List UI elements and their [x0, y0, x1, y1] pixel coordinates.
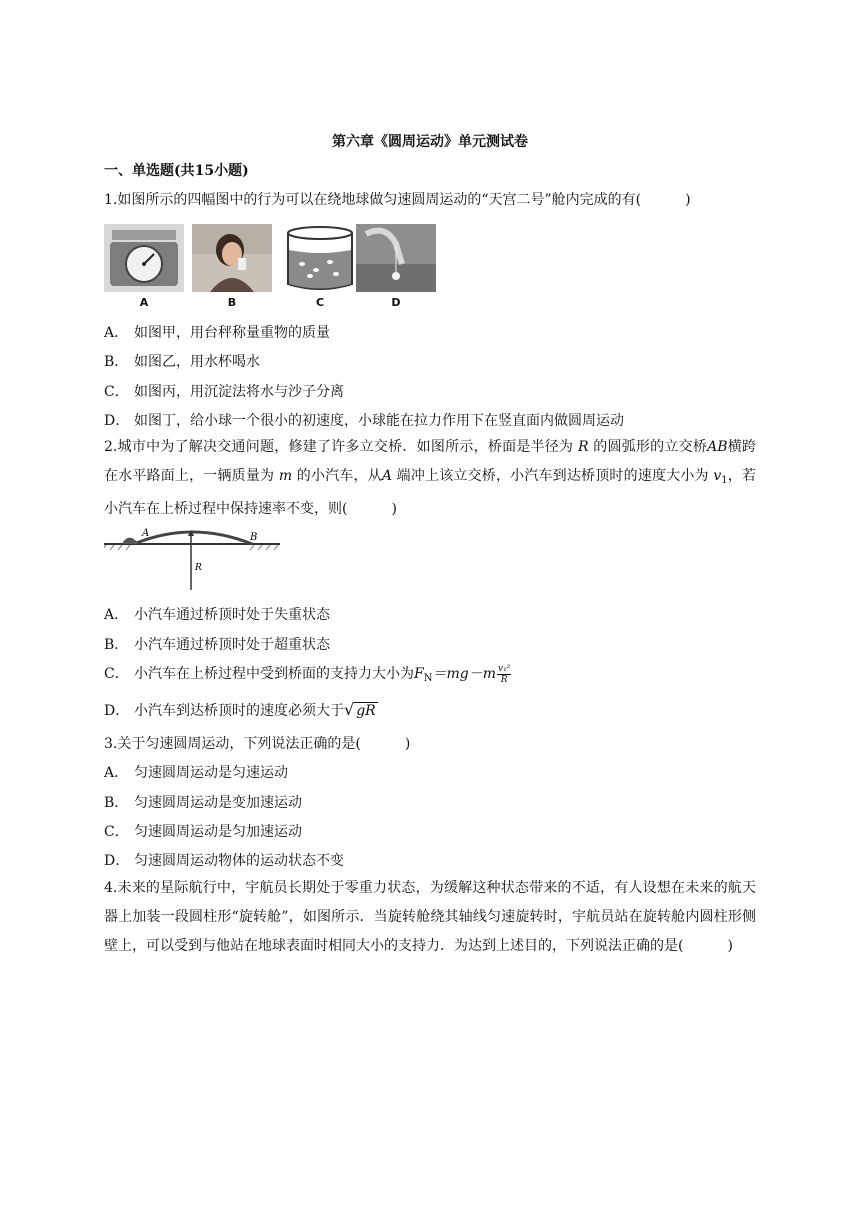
q2-option-d: D． 小汽车到达桥顶时的速度必须大于√ gR — [104, 700, 376, 719]
q2-option-a: A． 小汽车通过桥顶时处于失重状态 — [104, 607, 330, 623]
bridge-label-r: R — [195, 563, 202, 573]
figure-label-b: B — [227, 296, 237, 309]
figure-label-c: C — [315, 296, 325, 309]
velocity-fraction: $\frac{\text{v₁²}}{R}$ — [497, 663, 511, 685]
q2-option-c: C． 小汽车在上桥过程中受到桥面的支持力大小为$F_N=mg-m$ $\frac{\text{v₁²}}{R}$ — [104, 663, 511, 685]
bridge-label-b: B — [250, 532, 258, 543]
question-3-stem: 3.关于匀速圆周运动，下列说法正确的是( ) — [104, 736, 411, 752]
q2-option-b: B． 小汽车通过桥顶时处于超重状态 — [104, 637, 330, 653]
q3-option-d: D． 匀速圆周运动物体的运动状态不变 — [104, 853, 344, 869]
question-1-figures — [104, 224, 444, 314]
figure-scale-image — [104, 224, 184, 292]
q3-option-a: A． 匀速圆周运动是匀速运动 — [104, 765, 288, 781]
bridge-label-a: A — [142, 528, 150, 539]
figure-label-d: D — [391, 296, 401, 309]
question-2-stem: 2.城市中为了解决交通问题，修建了许多立交桥．如图所示，桥面是半径为 R 的圆弧形的立交桥AB横跨在水平路面上，一辆质量为 m 的小汽车，从A 端冲上该立交桥，小汽车到达桥顶时的速度大小为 $v_1$，若小汽车在上桥过程中保持速率不变，则( ) — [104, 439, 757, 517]
question-4-stem: 4.未来的星际航行中，宇航员长期处于零重力状态，为缓解这种状态带来的不适，有人设想在未来的航天器上加装一段圆柱形“旋转舱”，如图所示．当旋转舱绕其轴线匀速旋转时，宇航员站在旋转舱内圆柱形侧壁上，可以受到与他站在地球表面时相同大小的支持力．为达到上述目的，下列说法正确的是( ) — [104, 880, 756, 954]
question-1-stem: 1.如图所示的四幅图中的行为可以在绕地球做匀速圆周运动的“天宫二号”舱内完成的有( ) — [104, 192, 691, 208]
q1-option-d: D． 如图丁，给小球一个很小的初速度，小球能在拉力作用下在竖直面内做圆周运动 — [104, 413, 624, 429]
q1-option-b: B． 如图乙，用水杯喝水 — [104, 354, 260, 370]
q3-option-c: C． 匀速圆周运动是匀加速运动 — [104, 824, 302, 840]
figure-drinking-image — [192, 224, 272, 292]
figure-beaker-image — [280, 224, 360, 292]
section-heading: 一、单选题(共15小题) — [104, 163, 249, 179]
page-title: 第六章《圆周运动》单元测试卷 — [332, 134, 528, 150]
figure-ball-string-image — [356, 224, 436, 292]
q1-option-c: C． 如图丙，用沉淀法将水与沙子分离 — [104, 384, 344, 400]
bridge-figure — [104, 526, 284, 596]
q3-option-b: B． 匀速圆周运动是变加速运动 — [104, 795, 302, 811]
q1-option-a: A． 如图甲，用台秤称量重物的质量 — [104, 325, 330, 341]
figure-label-a: A — [139, 296, 149, 309]
